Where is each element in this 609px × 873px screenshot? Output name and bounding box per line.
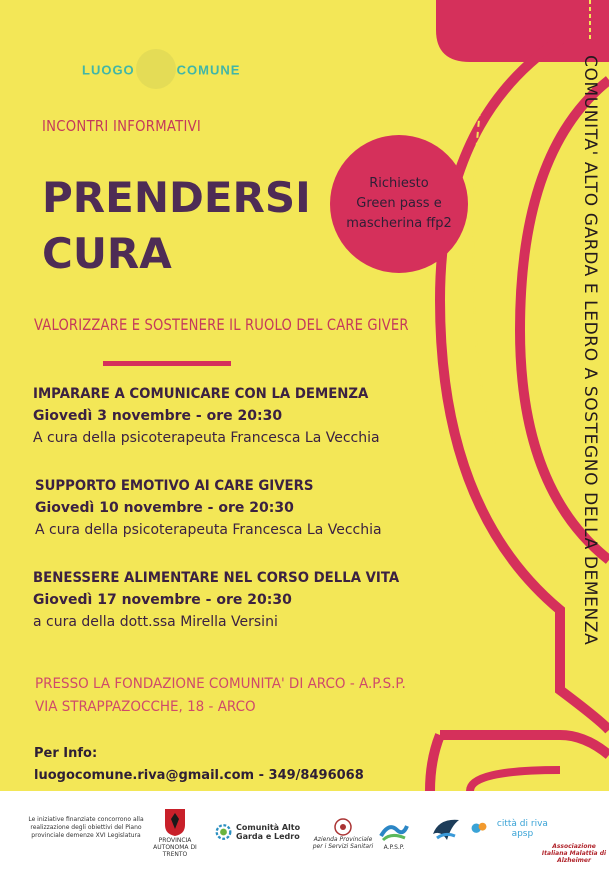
event-title: IMPARARE A COMUNICARE CON LA DEMENZA	[33, 386, 369, 402]
requirements-badge	[330, 135, 468, 273]
info-contact[interactable]: luogocomune.riva@gmail.com - 349/8496068	[34, 768, 364, 783]
venue	[35, 673, 406, 719]
luogo-comune-logo	[82, 51, 240, 91]
divider	[103, 361, 231, 366]
event-speaker: A cura della psicoterapeuta Francesca La Vecchia	[33, 430, 380, 446]
bird-logo	[426, 809, 466, 849]
logo-text-2: COMUNE	[176, 62, 241, 78]
contact-info	[34, 743, 364, 787]
wave-icon	[379, 818, 409, 844]
provincia-logo: PROVINCIA AUTONOMA DI TRENTO	[150, 799, 200, 865]
eagle-crest-icon	[163, 807, 187, 837]
flower-icon	[215, 817, 232, 847]
deco-corner-shape	[436, 0, 609, 62]
azienda-logo: Azienda Provinciale per i Servizi Sanitari	[312, 809, 374, 859]
page-title	[42, 170, 311, 282]
event-date: Giovedì 17 novembre - ore 20:30	[33, 592, 292, 608]
info-label: Per Info:	[34, 746, 98, 761]
badge-line-1: Richiesto	[369, 176, 429, 191]
event-date: Giovedì 10 novembre - ore 20:30	[35, 500, 294, 516]
circle-emblem-icon	[334, 818, 352, 836]
deco-bottom-curve	[440, 735, 609, 755]
deco-lower-line	[470, 770, 560, 791]
badge-line-3: mascherina ffp2	[346, 216, 452, 231]
heart-icon	[470, 818, 489, 840]
title-line-1: PRENDERSI	[42, 173, 311, 222]
footer-note: Le iniziative finanziate concorrono alla realizzazione degli obiettivi del Piano provinciale demenze XVI Legislatura	[28, 816, 144, 839]
event-title: BENESSERE ALIMENTARE NEL CORSO DELLA VITA	[33, 570, 400, 586]
event-date: Giovedì 3 novembre - ore 20:30	[33, 408, 283, 424]
venue-line-2: VIA STRAPPAZOCCHE, 18 - ARCO	[35, 699, 256, 715]
event-speaker: a cura della dott.ssa Mirella Versini	[33, 614, 278, 630]
footer	[0, 791, 609, 873]
vertical-slogan: COMUNITA' ALTO GARDA E LEDRO A SOSTEGNO DELLA DEMENZA	[580, 55, 600, 646]
deco-bottom-line	[430, 735, 440, 791]
venue-line-1: PRESSO LA FONDAZIONE COMUNITA' DI ARCO - A.P.S.P.	[35, 676, 406, 692]
vertical-text	[580, 55, 609, 715]
event-3	[33, 567, 453, 633]
event-1	[33, 383, 453, 449]
apsp-riva-logo: città di riva apsp	[470, 809, 552, 849]
apsp-arco-logo: A.P.S.P.	[376, 811, 412, 857]
comunita-logo: Comunità Alto Garda e Ledro	[215, 807, 310, 857]
event-2	[35, 475, 455, 541]
aima-logo: Associazione Italiana Malattia di Alzheimer	[541, 842, 607, 864]
logo-circle-icon	[136, 49, 176, 89]
badge-line-2: Green pass e	[356, 196, 442, 211]
subtitle: VALORIZZARE E SOSTENERE IL RUOLO DEL CARE GIVER	[34, 315, 409, 334]
event-speaker: A cura della psicoterapeuta Francesca La Vecchia	[35, 522, 382, 538]
event-title: SUPPORTO EMOTIVO AI CARE GIVERS	[35, 478, 314, 494]
title-line-2: CURA	[42, 229, 172, 278]
kicker-text: INCONTRI INFORMATIVI	[42, 117, 202, 135]
logo-text-1: LUOGO	[82, 62, 135, 78]
bird-icon	[429, 814, 463, 844]
